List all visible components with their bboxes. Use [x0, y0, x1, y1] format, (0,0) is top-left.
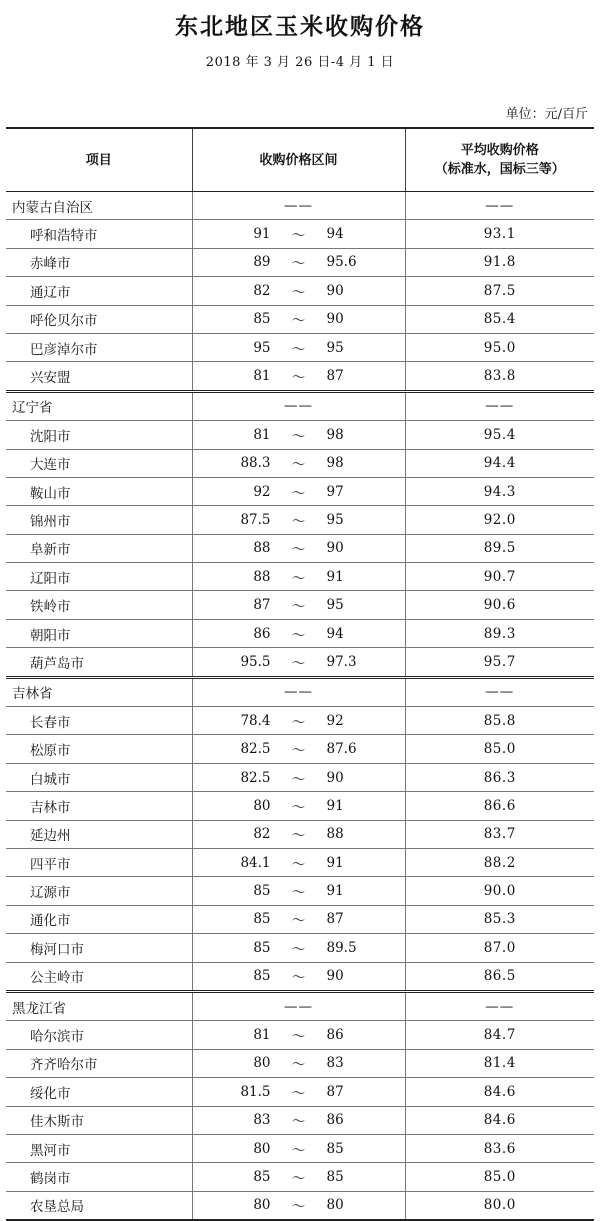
range-tilde: ～: [291, 627, 306, 644]
range-tilde: ～: [291, 228, 306, 245]
range-low: 80: [253, 1140, 271, 1157]
city-row: [6, 1134, 594, 1162]
page-title: 东北地区玉米收购价格: [175, 14, 425, 40]
range-low: 85: [253, 311, 271, 328]
range-low: 82.5: [240, 769, 271, 786]
header-avg-line1: 平均收购价格: [460, 143, 539, 158]
range-low: 95.5: [240, 653, 271, 670]
city-row: [6, 1049, 594, 1077]
price-range: [192, 333, 405, 361]
range-high: 94: [326, 226, 344, 243]
range-low: 82.5: [240, 741, 271, 758]
range-tilde: ～: [291, 256, 306, 273]
range-high: 89.5: [326, 939, 357, 956]
city-row: [6, 305, 594, 333]
city-row: [6, 591, 594, 619]
city-row: [6, 220, 594, 248]
range-high: 90: [326, 282, 344, 299]
range-high: 97.3: [326, 653, 357, 670]
avg-price: 85.0: [405, 735, 594, 763]
range-tilde: ～: [291, 941, 306, 958]
range-high: 98: [326, 426, 344, 443]
avg-price: 81.4: [405, 1049, 594, 1077]
range-high: 97: [326, 483, 344, 500]
price-range: [192, 962, 405, 991]
table-body: [6, 192, 594, 1221]
city-row: [6, 534, 594, 562]
city-name: 梅河口市: [6, 934, 192, 962]
range-high: 95.6: [326, 254, 357, 271]
range-high: 92: [326, 712, 344, 729]
range-high: 90: [326, 540, 344, 557]
avg-dash: ——: [405, 677, 594, 706]
price-range: [192, 763, 405, 791]
province-name: 吉林省: [6, 677, 192, 706]
avg-price: 90.6: [405, 591, 594, 619]
city-name: 松原市: [6, 735, 192, 763]
city-row: [6, 1106, 594, 1134]
city-name: 哈尔滨市: [6, 1021, 192, 1049]
city-row: [6, 362, 594, 391]
header-avg-line2: （标准水，国标三等）: [434, 162, 565, 177]
avg-price: 87.5: [405, 277, 594, 305]
city-row: [6, 763, 594, 791]
range-tilde: ～: [291, 771, 306, 788]
avg-price: 83.7: [405, 820, 594, 848]
city-row: [6, 877, 594, 905]
avg-price: 89.5: [405, 534, 594, 562]
price-range: [192, 1163, 405, 1191]
range-high: 98: [326, 455, 344, 472]
price-range: [192, 534, 405, 562]
city-row: [6, 905, 594, 933]
price-table: [6, 127, 594, 1221]
city-row: [6, 277, 594, 305]
city-row: [6, 563, 594, 591]
city-row: [6, 248, 594, 276]
city-row: [6, 1163, 594, 1191]
province-name: 黑龙江省: [6, 991, 192, 1020]
range-low: 81: [253, 368, 271, 385]
avg-price: 86.3: [405, 763, 594, 791]
city-row: [6, 792, 594, 820]
city-name: 朝阳市: [6, 619, 192, 647]
range-tilde: ～: [291, 570, 306, 587]
city-name: 辽阳市: [6, 563, 192, 591]
price-range: [192, 820, 405, 848]
price-range: [192, 905, 405, 933]
avg-price: 90.7: [405, 563, 594, 591]
city-row: [6, 1021, 594, 1049]
avg-price: 84.7: [405, 1021, 594, 1049]
range-high: 91: [326, 883, 344, 900]
price-range: [192, 506, 405, 534]
range-tilde: ～: [291, 428, 306, 445]
avg-price: 91.8: [405, 248, 594, 276]
province-name: 内蒙古自治区: [6, 192, 192, 220]
range-low: 82: [253, 282, 271, 299]
range-high: 86: [326, 1027, 344, 1044]
range-high: 86: [326, 1112, 344, 1129]
avg-dash: ——: [405, 192, 594, 220]
range-tilde: ～: [291, 542, 306, 559]
city-row: [6, 619, 594, 647]
price-range: [192, 1021, 405, 1049]
range-tilde: ～: [291, 799, 306, 816]
city-name: 沈阳市: [6, 421, 192, 449]
range-low: 81: [253, 1027, 271, 1044]
city-name: 通化市: [6, 905, 192, 933]
range-tilde: ～: [291, 913, 306, 930]
range-dash: ——: [192, 391, 405, 420]
range-low: 88.3: [240, 455, 271, 472]
price-range: [192, 934, 405, 962]
avg-price: 89.3: [405, 619, 594, 647]
range-tilde: ～: [291, 313, 306, 330]
range-low: 82: [253, 826, 271, 843]
price-range: [192, 1134, 405, 1162]
city-name: 农垦总局: [6, 1191, 192, 1220]
city-name: 阜新市: [6, 534, 192, 562]
range-high: 87: [326, 911, 344, 928]
city-row: [6, 333, 594, 361]
range-dash: ——: [192, 991, 405, 1020]
range-tilde: ～: [291, 341, 306, 358]
range-tilde: ～: [291, 970, 306, 987]
header-item: 项目: [6, 128, 192, 192]
range-high: 85: [326, 1168, 344, 1185]
range-low: 86: [253, 625, 271, 642]
price-range: [192, 563, 405, 591]
range-dash: ——: [192, 677, 405, 706]
range-tilde: ～: [291, 1142, 306, 1159]
range-high: 87: [326, 368, 344, 385]
city-row: [6, 506, 594, 534]
city-row: [6, 962, 594, 991]
province-row: [6, 391, 594, 420]
range-low: 85: [253, 1168, 271, 1185]
city-name: 鞍山市: [6, 477, 192, 505]
city-name: 长春市: [6, 707, 192, 735]
header-avg: [405, 128, 594, 192]
city-name: 大连市: [6, 449, 192, 477]
range-low: 89: [253, 254, 271, 271]
price-range: [192, 1106, 405, 1134]
price-range: [192, 1078, 405, 1106]
price-range: [192, 848, 405, 876]
range-high: 95: [326, 511, 344, 528]
range-high: 91: [326, 797, 344, 814]
range-tilde: ～: [291, 714, 306, 731]
price-range: [192, 648, 405, 677]
city-row: [6, 1078, 594, 1106]
avg-price: 92.0: [405, 506, 594, 534]
price-range: [192, 1049, 405, 1077]
avg-price: 88.2: [405, 848, 594, 876]
date-range: 2018 年 3 月 26 日-4 月 1 日: [205, 55, 395, 70]
avg-price: 80.0: [405, 1191, 594, 1220]
price-range: [192, 277, 405, 305]
header-range: 收购价格区间: [192, 128, 405, 192]
range-low: 78.4: [240, 712, 271, 729]
range-tilde: ～: [291, 885, 306, 902]
city-name: 齐齐哈尔市: [6, 1049, 192, 1077]
range-tilde: ～: [291, 485, 306, 502]
range-low: 85: [253, 968, 271, 985]
province-row: [6, 677, 594, 706]
price-range: [192, 362, 405, 391]
city-name: 绥化市: [6, 1078, 192, 1106]
avg-price: 83.6: [405, 1134, 594, 1162]
range-high: 91: [326, 854, 344, 871]
range-tilde: ～: [291, 1029, 306, 1046]
range-low: 85: [253, 939, 271, 956]
range-low: 92: [253, 483, 271, 500]
range-high: 95: [326, 339, 344, 356]
range-high: 87.6: [326, 741, 357, 758]
range-low: 91: [253, 226, 271, 243]
avg-price: 94.4: [405, 449, 594, 477]
province-name: 辽宁省: [6, 391, 192, 420]
range-tilde: ～: [291, 1057, 306, 1074]
city-name: 呼和浩特市: [6, 220, 192, 248]
city-name: 葫芦岛市: [6, 648, 192, 677]
province-row: [6, 991, 594, 1020]
range-low: 84.1: [240, 854, 271, 871]
range-high: 90: [326, 968, 344, 985]
price-range: [192, 477, 405, 505]
price-range: [192, 792, 405, 820]
range-tilde: ～: [291, 284, 306, 301]
city-name: 赤峰市: [6, 248, 192, 276]
range-low: 80: [253, 1197, 271, 1214]
range-tilde: ～: [291, 1114, 306, 1131]
range-low: 83: [253, 1112, 271, 1129]
city-row: [6, 934, 594, 962]
city-name: 公主岭市: [6, 962, 192, 991]
unit-label: 单位：元/百斤: [505, 107, 588, 122]
range-tilde: ～: [291, 1085, 306, 1102]
avg-dash: ——: [405, 391, 594, 420]
price-range: [192, 421, 405, 449]
range-tilde: ～: [291, 599, 306, 616]
range-low: 80: [253, 1055, 271, 1072]
header-row: [6, 128, 594, 192]
range-low: 80: [253, 797, 271, 814]
avg-price: 95.4: [405, 421, 594, 449]
avg-price: 85.3: [405, 905, 594, 933]
city-name: 兴安盟: [6, 362, 192, 391]
avg-dash: ——: [405, 991, 594, 1020]
price-range: [192, 707, 405, 735]
range-low: 81.5: [240, 1083, 271, 1100]
range-high: 90: [326, 769, 344, 786]
city-name: 佳木斯市: [6, 1106, 192, 1134]
city-name: 锦州市: [6, 506, 192, 534]
avg-price: 86.5: [405, 962, 594, 991]
range-high: 85: [326, 1140, 344, 1157]
range-high: 88: [326, 826, 344, 843]
city-row: [6, 1191, 594, 1220]
range-low: 88: [253, 540, 271, 557]
range-tilde: ～: [291, 828, 306, 845]
range-low: 87: [253, 597, 271, 614]
range-high: 83: [326, 1055, 344, 1072]
range-low: 88: [253, 568, 271, 585]
city-name: 黑河市: [6, 1134, 192, 1162]
city-name: 铁岭市: [6, 591, 192, 619]
range-dash: ——: [192, 192, 405, 220]
range-tilde: ～: [291, 1199, 306, 1216]
city-row: [6, 648, 594, 677]
range-tilde: ～: [291, 513, 306, 530]
price-range: [192, 591, 405, 619]
city-name: 白城市: [6, 763, 192, 791]
price-range: [192, 248, 405, 276]
city-name: 鹤岗市: [6, 1163, 192, 1191]
avg-price: 90.0: [405, 877, 594, 905]
province-row: [6, 192, 594, 220]
avg-price: 86.6: [405, 792, 594, 820]
price-range: [192, 735, 405, 763]
city-row: [6, 421, 594, 449]
avg-price: 93.1: [405, 220, 594, 248]
city-row: [6, 820, 594, 848]
avg-price: 95.7: [405, 648, 594, 677]
avg-price: 95.0: [405, 333, 594, 361]
city-row: [6, 449, 594, 477]
city-name: 辽源市: [6, 877, 192, 905]
avg-price: 87.0: [405, 934, 594, 962]
city-name: 通辽市: [6, 277, 192, 305]
range-low: 85: [253, 883, 271, 900]
avg-price: 84.6: [405, 1106, 594, 1134]
range-high: 94: [326, 625, 344, 642]
price-range: [192, 877, 405, 905]
range-high: 91: [326, 568, 344, 585]
range-tilde: ～: [291, 655, 306, 672]
range-high: 80: [326, 1197, 344, 1214]
range-tilde: ～: [291, 457, 306, 474]
range-low: 81: [253, 426, 271, 443]
city-name: 呼伦贝尔市: [6, 305, 192, 333]
range-low: 95: [253, 339, 271, 356]
range-high: 90: [326, 311, 344, 328]
avg-price: 84.6: [405, 1078, 594, 1106]
price-range: [192, 1191, 405, 1220]
city-name: 延边州: [6, 820, 192, 848]
city-row: [6, 735, 594, 763]
range-tilde: ～: [291, 370, 306, 387]
avg-price: 85.4: [405, 305, 594, 333]
price-range: [192, 220, 405, 248]
city-row: [6, 477, 594, 505]
price-range: [192, 449, 405, 477]
range-tilde: ～: [291, 743, 306, 760]
range-tilde: ～: [291, 1170, 306, 1187]
city-row: [6, 707, 594, 735]
range-low: 85: [253, 911, 271, 928]
range-tilde: ～: [291, 856, 306, 873]
range-high: 87: [326, 1083, 344, 1100]
avg-price: 94.3: [405, 477, 594, 505]
city-name: 吉林市: [6, 792, 192, 820]
price-range: [192, 305, 405, 333]
avg-price: 83.8: [405, 362, 594, 391]
city-row: [6, 848, 594, 876]
city-name: 巴彦淖尔市: [6, 333, 192, 361]
price-range: [192, 619, 405, 647]
avg-price: 85.0: [405, 1163, 594, 1191]
avg-price: 85.8: [405, 707, 594, 735]
range-high: 95: [326, 597, 344, 614]
city-name: 四平市: [6, 848, 192, 876]
range-low: 87.5: [240, 511, 271, 528]
